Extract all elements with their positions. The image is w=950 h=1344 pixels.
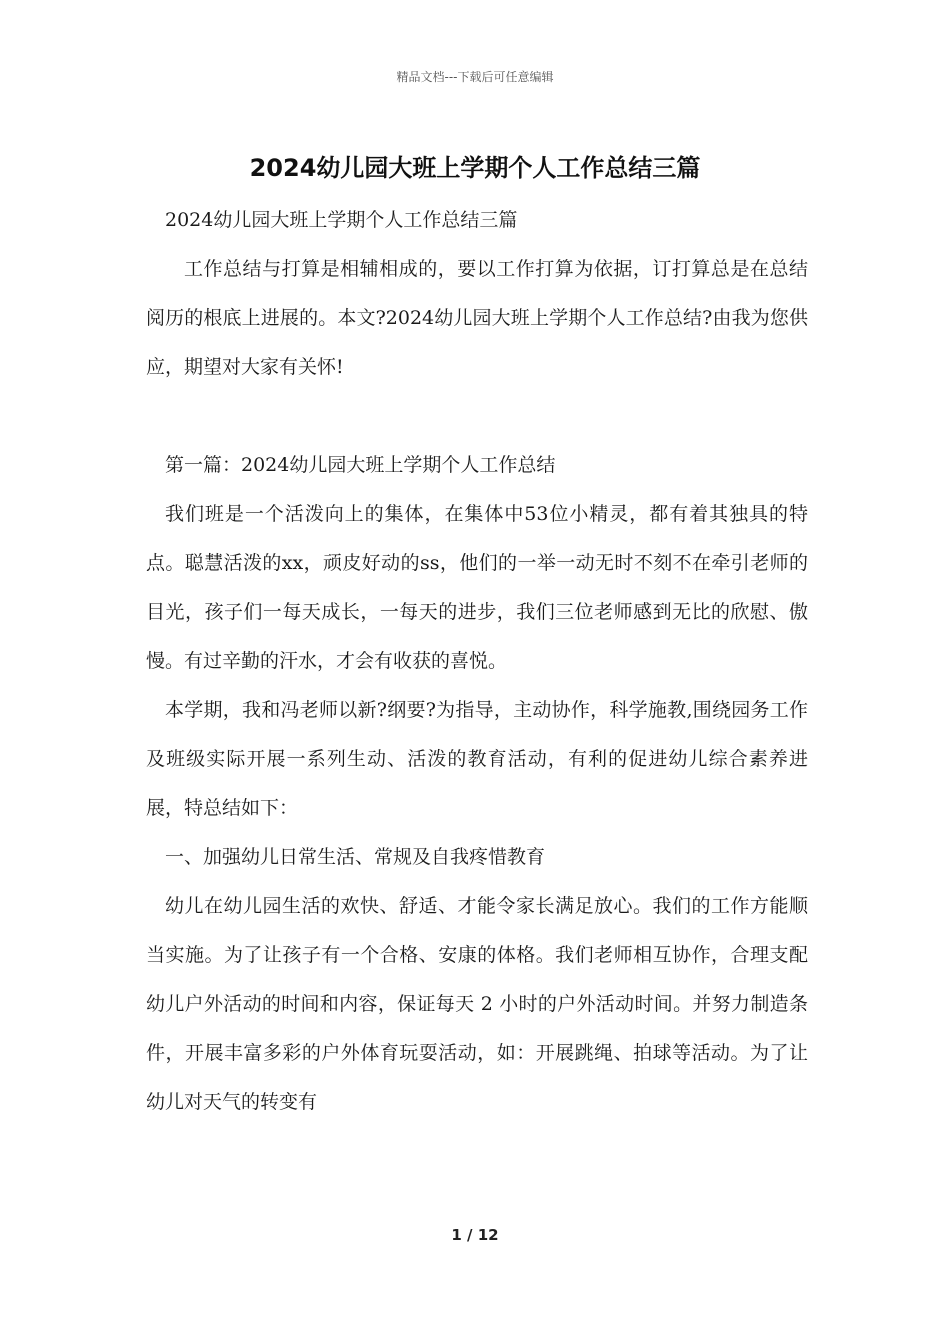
- body-paragraph-2: 本学期，我和冯老师以新?纲要?为指导，主动协作，科学施教,围绕园务工作及班级实际开展一系列生动、活泼的教育活动，有利的促进幼儿综合素养进展，特总结如下：: [146, 699, 808, 819]
- body-paragraph-3: 幼儿在幼儿园生活的欢快、舒适、才能令家长满足放心。我们的工作方能顺当实施。为了让孩子有一个合格、安康的体格。我们老师相互协作，合理支配幼儿户外活动的时间和内容，保证每天 2 小时的户外活动时间。并努力制造条件，开展丰富多彩的户外体育玩耍活动，如：开展跳绳、拍球等活动。为了让幼儿对天气的转变有: [146, 895, 808, 1113]
- body-paragraph-1: 我们班是一个活泼向上的集体，在集体中53位小精灵，都有着其独具的特点。聪慧活泼的xx，顽皮好动的ss，他们的一举一动无时不刻不在牵引老师的目光，孩子们一每天成长，一每天的进步，我们三位老师感到无比的欣慰、傲慢。有过辛勤的汗水，才会有收获的喜悦。: [146, 503, 808, 672]
- intro-paragraph: 工作总结与打算是相辅相成的，要以工作打算为依据，订打算总是在总结阅历的根底上进展的。本文?2024幼儿园大班上学期个人工作总结?由我为您供应，期望对大家有关怀!: [146, 258, 808, 378]
- part1-heading: 第一篇：2024幼儿园大班上学期个人工作总结: [165, 454, 556, 476]
- document-title: 2024幼儿园大班上学期个人工作总结三篇: [249, 154, 701, 182]
- subtitle-paragraph: 2024幼儿园大班上学期个人工作总结三篇: [165, 209, 518, 231]
- page-number: 1 / 12: [451, 1226, 499, 1244]
- document-body: [146, 196, 808, 1127]
- section1-heading: 一、加强幼儿日常生活、常规及自我疼惜教育: [165, 846, 546, 868]
- paragraph-gap: [146, 392, 808, 441]
- document-header-note: 精品文档---下载后可任意编辑: [396, 70, 554, 84]
